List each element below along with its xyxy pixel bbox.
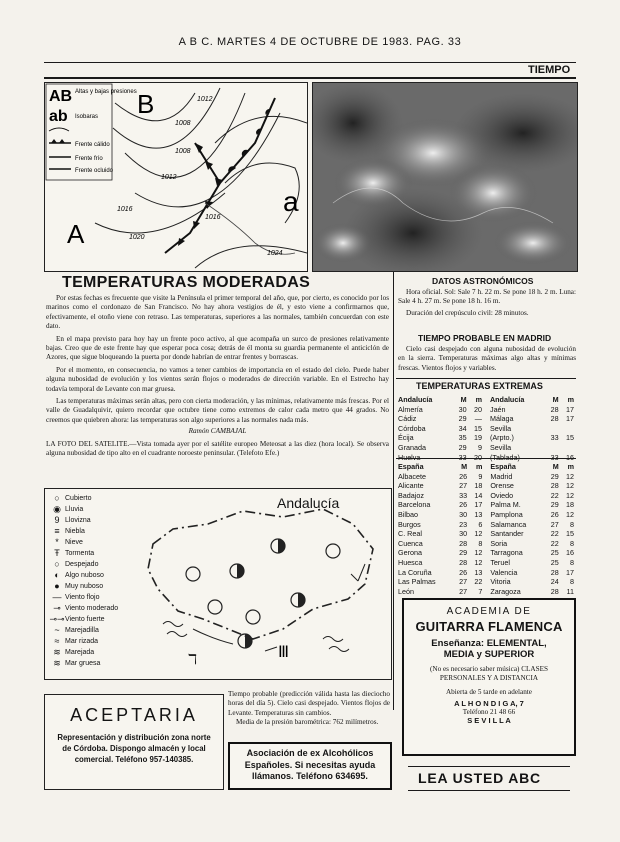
legend-row: ≋ Marejada: [49, 647, 129, 658]
isobar-label: 1008: [175, 120, 191, 127]
legend-icon: Ŧ: [54, 548, 60, 558]
legend-row: * Nieve: [49, 537, 129, 548]
legend-text-cold-front: Frente frío: [75, 156, 103, 162]
footer-ad: LEA USTED ABC: [418, 770, 541, 786]
legend-icon: —: [52, 592, 62, 602]
table-row: Las Palmas 27 22 Vitoria 24 8: [398, 577, 574, 587]
table-header-row: Andalucía M m Andalucía M m: [398, 395, 574, 404]
legend-icon: 9: [54, 515, 60, 525]
isobar-label: 1012: [197, 96, 213, 103]
madrid-text: Cielo casi despejado con alguna nubosidad de evolución en la sierra. Temperaturas máximas algo altas y mínimas frescas. Vientos flojos y variables.: [398, 345, 576, 372]
table-row: Bilbao 30 13 Pamplona 26 12: [398, 509, 574, 519]
andalucia-map: [44, 488, 392, 680]
table-row: Écija 35 19 (Arpto.) 33 15: [398, 433, 574, 443]
temps-divider: [396, 458, 576, 459]
column-divider: [393, 272, 394, 710]
weather-map-svg: [45, 83, 307, 271]
sea-state-symbol: [323, 637, 349, 652]
low-pressure-small-symbol: a: [283, 186, 299, 217]
section-title: TIEMPO: [528, 64, 571, 76]
aceptaria-ad: [44, 694, 224, 790]
andalucia-legend: [49, 493, 129, 669]
andalucia-map-svg: [133, 489, 391, 679]
page-header: A B C. MARTES 4 DE OCTUBRE DE 1983. PAG. 33: [178, 36, 462, 48]
article-paragraph: En el mapa previsto para hoy hay un frente poco activo, al que acompaña un surco de presiones relativamente bajas. Creo que de este frente hay que esperar poca cosa; detrás de él monta su guardia permanente el anticiclón de Azores, que sigue bloqueando la puerta por donde habrían de entrar frentes y borrascas.: [46, 334, 389, 362]
weather-map: [44, 82, 308, 272]
legend-icon: ~: [54, 625, 60, 635]
table-row: Burgos 23 6 Salamanca 27 8: [398, 519, 574, 529]
cloud-mass: [313, 223, 373, 263]
probable-text: [228, 690, 390, 728]
cold-front-line: [165, 143, 220, 253]
probable-pressure: Media de la presión barométrica: 762 milímetros.: [236, 718, 379, 727]
aceptaria-ad-title: ACEPTARIA: [70, 705, 198, 725]
legend-icon: ≈: [54, 636, 60, 646]
andalucia-outline: [148, 509, 373, 639]
legend-row: ≡ Niebla: [49, 526, 129, 537]
guitarra-ad-phone: Teléfono 21 48 66: [462, 708, 516, 716]
table-row: Barcelona 26 17 Palma M. 29 18: [398, 500, 574, 510]
guitarra-ad-title: GUITARRA FLAMENCA: [415, 619, 563, 634]
header-rule: [44, 62, 576, 63]
legend-row: ~ Marejadilla: [49, 625, 129, 636]
legend-symbol-ab-upper: AB: [49, 88, 73, 105]
legend-row: ● Muy nuboso: [49, 581, 129, 592]
legend-icon: ◐: [54, 570, 60, 580]
legend-icon: ≋: [53, 658, 61, 668]
legend-symbol-ab-lower: ab: [49, 108, 68, 125]
legend-row: ⊸ Viento moderado: [49, 603, 129, 614]
table-row: León 27 7 Zaragoza 28 11: [398, 586, 574, 596]
spain-table: [396, 462, 576, 596]
legend-icon: ≡: [54, 526, 60, 536]
guitarra-ad-top: ACADEMIA DE: [446, 606, 532, 617]
legend-row: ○ Cubierto: [49, 493, 129, 504]
cloud-mass: [493, 221, 573, 265]
table-row: La Coruña 26 13 Valencia 28 17: [398, 567, 574, 577]
table-row: Granada 29 9 Sevilla: [398, 442, 512, 452]
legend-row: ◉ Lluvia: [49, 504, 129, 515]
table-row: Cádiz 29 — Málaga 28 17: [398, 414, 574, 424]
temps-title: TEMPERATURAS EXTREMAS: [416, 381, 543, 391]
isobar-label: 1024: [267, 250, 283, 257]
section-rule: [44, 77, 576, 79]
legend-text-occluded: Frente ocluido: [75, 168, 114, 174]
table-row: Badajoz 33 14 Oviedo 22 12: [398, 490, 574, 500]
legend-icon: *: [55, 537, 59, 547]
alcoholicos-ad-text: Asociación de ex Alcohólicos Españoles. Si necesitas ayuda llámanos. Teléfono 634695.: [244, 748, 376, 781]
article-paragraph: Por estas fechas es frecuente que visite la Península el primer temporal del año, que, por cierto, es conocido por los marinos como el cordonazo de San Francisco. No hay ahora vestigios de él, y esto viene a confirmarnos que, efectivamente, el otoño viene con retraso. Las temperaturas, superiores a las normales, también concuerdan con este dato.: [46, 294, 389, 331]
article-body: [46, 294, 389, 459]
legend-row: ○ Despejado: [49, 559, 129, 570]
isobar-line: [95, 193, 225, 233]
legend-row: ≋ Mar gruesa: [49, 658, 129, 669]
isobar-label: 1008: [175, 148, 191, 155]
photo-caption: LA FOTO DEL SATELITE.—Vista tomada ayer por el satélite europeo Meteosat a las diez (hora local). Se observa alguna nubosidad de tipo alto en el cuadrante noroeste peninsular. (Telefoto Efe.): [46, 439, 389, 458]
isobar-label: 1016: [205, 214, 221, 221]
legend-icon: ⊸⊸: [49, 614, 65, 624]
article-headline: TEMPERATURAS MODERADAS: [62, 274, 311, 291]
legend-row: 9 Llovizna: [49, 515, 129, 526]
storm-symbol: ℸ: [188, 651, 198, 667]
legend-icon: ○: [54, 559, 60, 569]
legend-row: — Viento flojo: [49, 592, 129, 603]
legend-row: ⊸⊸ Viento fuerte: [49, 614, 105, 624]
isobar-label: 1020: [129, 234, 145, 241]
table-row: Almería 30 20 Jaén 28 17: [398, 404, 574, 414]
temps-table-andalucia: [396, 395, 576, 462]
satellite-photo: [312, 82, 578, 272]
coastline: [205, 203, 295, 254]
coast-line: [193, 629, 233, 644]
legend-row: ≈ Mar rizada: [49, 636, 129, 647]
table-row: Cuenca 28 8 Soria 22 8: [398, 538, 574, 548]
probable-forecast: Tiempo probable (predicción válida hasta las dieciocho horas del día 5). Cielo casi despejado. Vientos flojos de Levante. Temperaturas sin cambios.: [228, 690, 390, 717]
isobar-line: [195, 246, 307, 268]
cloud-mass: [333, 158, 413, 208]
table-row: Córdoba 34 15 Sevilla: [398, 423, 512, 433]
footer-rule-bottom: [408, 790, 570, 791]
legend-text-isobars: Isobaras: [75, 114, 99, 120]
table-row: Albacete 26 9 Madrid 29 12: [398, 471, 574, 481]
temps-rule: [396, 378, 576, 379]
sea-state-symbol: [163, 622, 187, 637]
article-paragraph: Por el momento, en consecuencia, no vamos a tener cambios de importancia en el estado del cielo. Puede haber alguna nubosidad de evolución y los vientos serán flojos o moderados de dirección variable. En el Estrecho hay todavía temporal de Levante con mar gruesa.: [46, 365, 389, 393]
madrid-title: TIEMPO PROBABLE EN MADRID: [418, 333, 552, 343]
table-row: Gerona 29 12 Tarragona 25 16: [398, 548, 574, 558]
legend-icon: ⊸: [53, 603, 61, 613]
table-header-row: España M m España M m: [398, 462, 574, 471]
cloud-mass: [448, 163, 538, 223]
guitarra-ad-line1: Enseñanza: ELEMENTAL,: [431, 638, 547, 649]
andalucia-table: [396, 395, 576, 462]
footer-rule-top: [408, 766, 570, 767]
article-paragraph: Las temperaturas máximas serán altas, pero con cierta moderación, y las mínimas, relativamente más frescas. Por el valle de Guadalquivir, quiero recordar que octubre tiene como extremos de calor cada metro que 44 grados. No creemos que quiebren ahora: las temperaturas son algo superiores a las normales nada más.: [46, 397, 389, 424]
legend-text-pressure: Altas y bajas presiones: [75, 89, 137, 95]
table-row: Alicante 27 18 Orense 28 12: [398, 481, 574, 491]
guitarra-ad-hours: Abierta de 5 tarde en adelante: [445, 688, 532, 696]
storm-bar-symbol: Ⅲ: [278, 644, 290, 661]
legend-icon: ≋: [53, 647, 61, 657]
guitarra-ad: [402, 598, 576, 756]
astro-twilight: Duración del crepúsculo civil: 28 minutos.: [406, 308, 529, 317]
high-pressure-symbol: A: [67, 219, 85, 249]
legend-icon: ●: [54, 581, 60, 591]
legend-icon: ◉: [53, 504, 61, 514]
andalucia-map-title: Andalucía: [277, 495, 340, 511]
astro-title: DATOS ASTRONÓMICOS: [432, 276, 534, 286]
guitarra-ad-note: (No es necesario saber música) CLASES PERSONALES Y A DISTANCIA: [430, 665, 548, 682]
isobar-label: 1016: [117, 206, 133, 213]
aceptaria-ad-text: Representación y distribución zona norte de Córdoba. Dispongo almacén y local comercial. Teléfono 957-140385.: [57, 733, 211, 764]
guitarra-ad-city: S E V I L L A: [467, 716, 511, 725]
legend-row: ◐ Algo nuboso: [49, 570, 129, 581]
astro-text: [398, 288, 576, 318]
article-signature: Ramón CAMBAJAL: [188, 427, 247, 436]
temps-table-spain: [396, 462, 576, 596]
legend-icon: ○: [54, 493, 60, 503]
isobar-label: 1012: [161, 174, 177, 181]
table-row: Huesca 28 12 Teruel 25 8: [398, 557, 574, 567]
low-pressure-symbol: B: [137, 89, 155, 119]
legend-text-warm-front: Frente cálido: [75, 142, 110, 148]
legend-row: Ŧ Tormenta: [49, 548, 129, 559]
alcoholicos-ad: [228, 742, 392, 790]
table-row: C. Real 30 12 Santander 22 15: [398, 529, 574, 539]
isobar-line: [115, 93, 195, 121]
wind-arrow: [265, 647, 277, 651]
satellite-image-svg: [313, 83, 577, 271]
astro-times: Hora oficial. Sol: Sale 7 h. 22 m. Se pone 18 h. 2 m. Luna: Sale 4 h. 27 m. Se pone 18 h. 16 m.: [398, 288, 576, 306]
guitarra-ad-line2: MEDIA y SUPERIOR: [443, 649, 535, 660]
guitarra-ad-address: A L H O N D I G A, 7: [454, 699, 524, 708]
